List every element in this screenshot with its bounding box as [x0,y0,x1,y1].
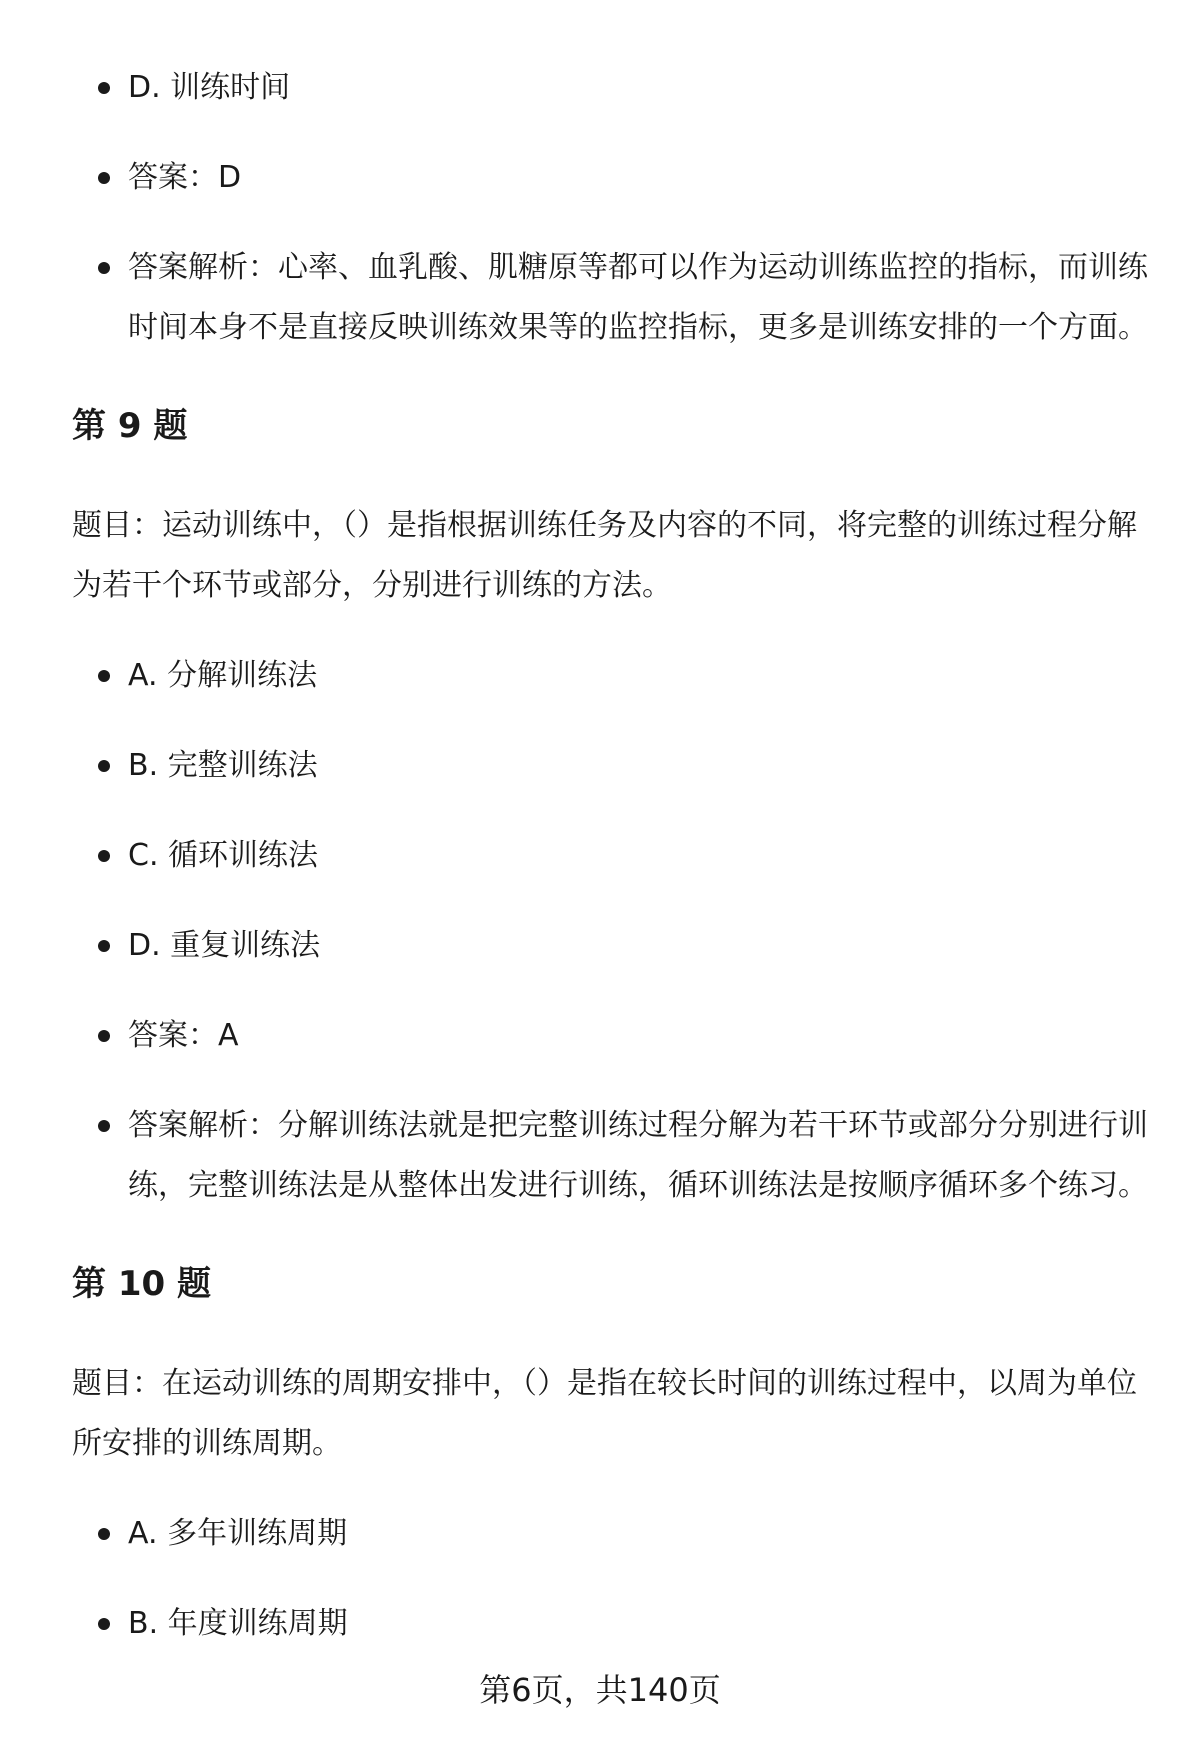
q9-option-a: A. 分解训练法 [128,646,1148,706]
q10-stem: 题目：在运动训练的周期安排中，（）是指在较长时间的训练过程中，以周为单位所安排的训练周期。 [72,1366,1137,1461]
q9-answer: 答案：A [128,1006,1148,1066]
q9-option-b: B. 完整训练法 [128,736,1148,796]
q10-option-b: B. 年度训练周期 [128,1594,1148,1654]
prev-explanation: 答案解析：心率、血乳酸、肌糖原等都可以作为运动训练监控的指标，而训练时间本身不是直接反映训练效果等的监控指标，更多是训练安排的一个方面。 [128,238,1148,358]
q10-option-a: A. 多年训练周期 [128,1504,1148,1564]
prev-option-d: D. 训练时间 [128,58,1148,118]
q9-option-c: C. 循环训练法 [128,826,1148,886]
q9-explanation: 答案解析：分解训练法就是把完整训练过程分解为若干环节或部分分别进行训练，完整训练法是从整体出发进行训练，循环训练法是按顺序循环多个练习。 [128,1096,1148,1216]
q9-option-d: D. 重复训练法 [128,916,1148,976]
prev-answer: 答案：D [128,148,1148,208]
q10-heading: 第 10 题 [72,1264,211,1304]
q9-heading: 第 9 题 [72,406,188,446]
q9-stem: 题目：运动训练中，（）是指根据训练任务及内容的不同，将完整的训练过程分解为若干个环节或部分，分别进行训练的方法。 [72,508,1137,603]
page-number-footer: 第6页，共140页 [479,1671,721,1709]
